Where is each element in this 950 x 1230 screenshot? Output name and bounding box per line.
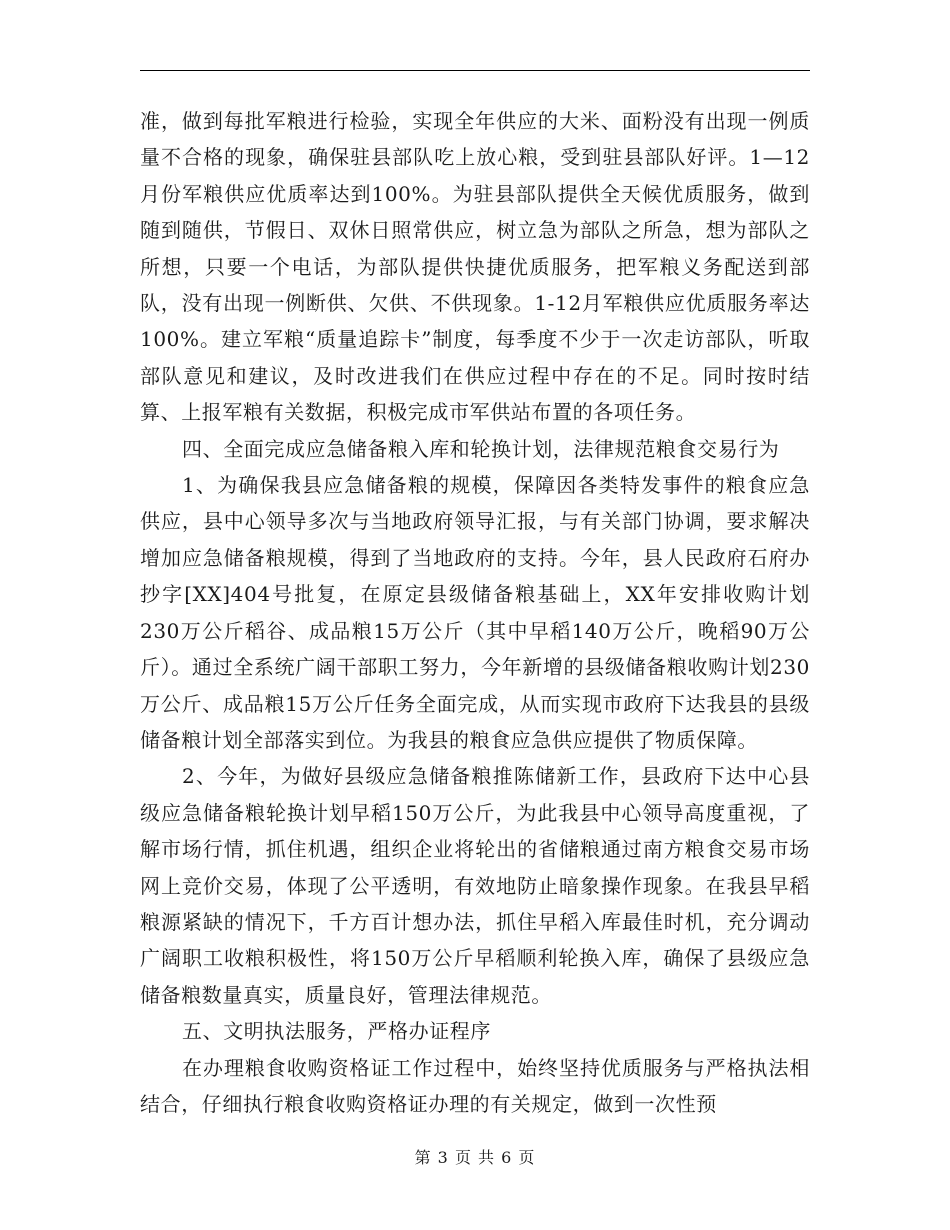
paragraph-military-grain-quality: 准，做到每批军粮进行检验，实现全年供应的大米、面粉没有出现一例质量不合格的现象，确保驻县部队吃上放心粮，受到驻县部队好评。1—12月份军粮供应优质率达到100%。为驻县部队提供全天候优质服务，做到随到随供，节假日、双休日照常供应，树立急为部队之所急，想为部队之所想，只要一个电话，为部队提供快捷优质服务，把军粮义务配送到部队，没有出现一例断供、欠供、不供现象。1-12月军粮供应优质服务率达100%。建立军粮“质量追踪卡”制度，每季度不少于一次走访部队，听取部队意见和建议，及时改进我们在供应过程中存在的不足。同时按时结算、上报军粮有关数据，积极完成市军供站布置的各项任务。 bbox=[140, 109, 810, 425]
paragraph-reserve-scale: 1、为确保我县应急储备粮的规模，保障因各类特发事件的粮食应急供应，县中心领导多次与当地政府领导汇报，与有关部门协调，要求解决增加应急储备粮规模，得到了当地政府的支持。今年，县人民政府石府办抄字[XX]404号批复，在原定县级储备粮基础上，XX年安排收购计划230万公斤稻谷、成品粮15万公斤（其中早稻140万公斤，晚稻90万公斤）。通过全系统广阔干部职工努力，今年新增的县级储备粮收购计划230万公斤、成品粮15万公斤任务全面完成，从而实现市政府下达我县的县级储备粮计划全部落实到位。为我县的粮食应急供应提供了物质保障。 bbox=[140, 473, 810, 752]
section-heading-5: 五、文明执法服务，严格办证程序 bbox=[182, 1019, 491, 1044]
section-heading-4: 四、全面完成应急储备粮入库和轮换计划，法律规范粮食交易行为 bbox=[182, 436, 780, 461]
document-body bbox=[140, 103, 810, 1122]
paragraph-license-service: 在办理粮食收购资格证工作过程中，始终坚持优质服务与严格执法相结合，仔细执行粮食收购资格证办理的有关规定，做到一次性预 bbox=[140, 1055, 810, 1116]
page-number-footer: 第 3 页 共 6 页 bbox=[414, 1148, 536, 1167]
header-rule bbox=[140, 70, 810, 71]
paragraph-reserve-rotation: 2、今年，为做好县级应急储备粮推陈储新工作，县政府下达中心县级应急储备粮轮换计划早稻150万公斤，为此我县中心领导高度重视，了解市场行情，抓住机遇，组织企业将轮出的省储粮通过南方粮食交易市场网上竞价交易，体现了公平透明，有效地防止暗象操作现象。在我县早稻粮源紧缺的情况下，千方百计想办法，抓住早稻入库最佳时机，充分调动广阔职工收粮积极性，将150万公斤早稻顺利轮换入库，确保了县级应急储备粮数量真实，质量良好，管理法律规范。 bbox=[140, 764, 810, 1007]
